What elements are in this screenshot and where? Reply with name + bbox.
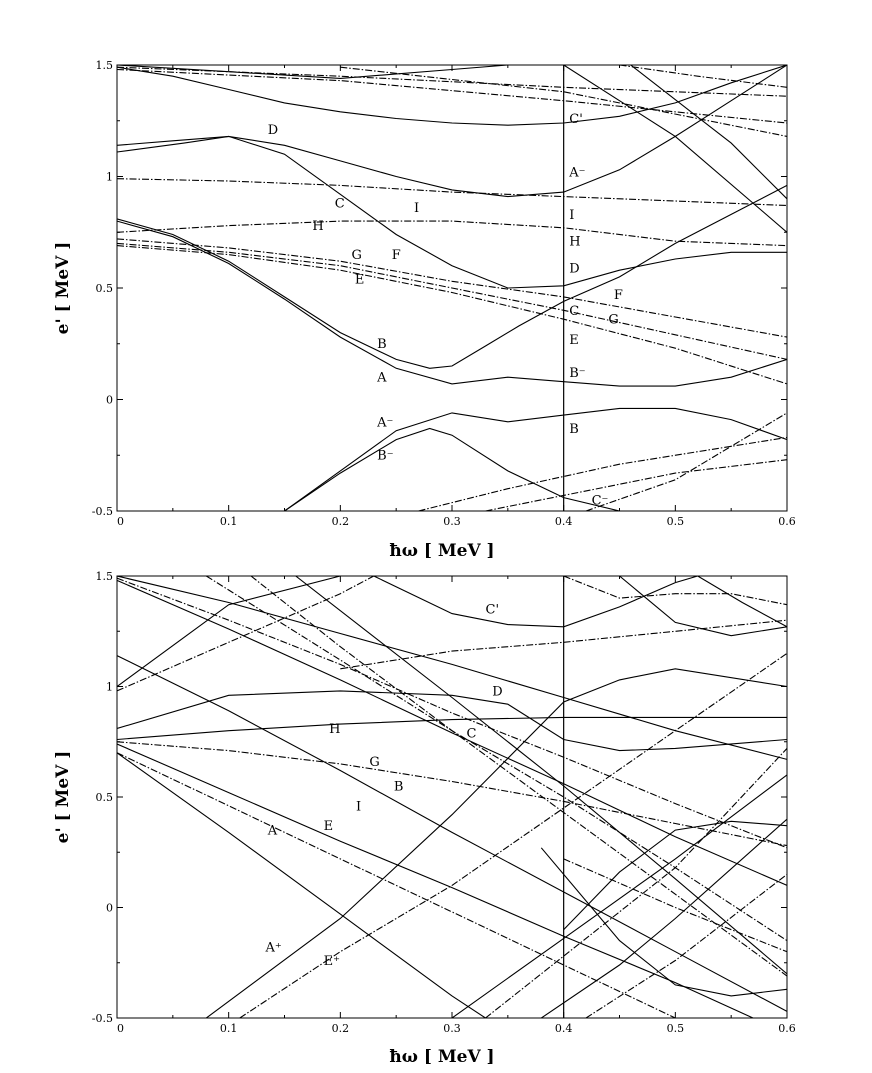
top-curve-label: C⁻ xyxy=(591,493,609,509)
top-curve-label: C xyxy=(569,303,580,319)
bottom-curve-label: E xyxy=(323,819,334,835)
top-curve-label: C' xyxy=(569,111,583,127)
bottom-panel xyxy=(53,570,796,1067)
bottom-xtick-label: 0 xyxy=(117,1022,124,1035)
top-curve-label: A⁻ xyxy=(569,165,586,181)
top-ytick-label: 1 xyxy=(106,170,113,184)
top-series-steep-1-16 xyxy=(564,65,787,232)
bottom-curve-label: I xyxy=(355,799,362,815)
bottom-curve-label: E⁺ xyxy=(323,953,340,969)
bottom-curve-label: C' xyxy=(485,602,500,618)
bottom-curve-label: B xyxy=(393,779,404,795)
top-curve-label: I xyxy=(569,207,575,223)
top-panel xyxy=(53,59,796,561)
bottom-series-Cprime-2-1 xyxy=(620,576,788,636)
top-curve-label: B⁻ xyxy=(377,448,394,464)
top-series-top-dd-1-18 xyxy=(117,67,787,96)
bottom-xtick-label: 0.4 xyxy=(554,1022,573,1035)
bottom-series-A-8 xyxy=(117,753,486,1018)
bottom-curve-label: C xyxy=(466,726,477,742)
bottom-series-H-3 xyxy=(117,717,787,742)
bottom-ytick-label: 1.5 xyxy=(95,570,113,583)
top-series-A-10 xyxy=(117,221,787,386)
top-ytick-label: -0.5 xyxy=(91,505,113,518)
bottom-curve-label: D xyxy=(492,684,503,700)
top-curve-label: G xyxy=(608,312,619,328)
bottom-series-rise-4-23 xyxy=(586,874,787,1018)
bottom-y-axis-label: e' [ MeV ] xyxy=(53,750,73,844)
top-series-E-8 xyxy=(117,246,787,384)
bottom-series-group xyxy=(117,576,787,1034)
top-curve-label: F xyxy=(613,288,623,304)
top-curve-label: A xyxy=(377,370,387,386)
top-series-A--11 xyxy=(285,408,788,511)
bottom-curve-label: A xyxy=(267,823,278,839)
top-xtick-label: 0.3 xyxy=(443,515,461,528)
top-curve-label: A⁻ xyxy=(377,415,394,431)
top-xtick-label: 0.4 xyxy=(554,515,573,528)
top-xtick-label: 0.5 xyxy=(666,515,685,528)
top-curve-label: I xyxy=(414,201,420,217)
top-curve-label: C xyxy=(334,196,345,212)
top-y-axis-label: e' [ MeV ] xyxy=(53,241,73,335)
bottom-xtick-label: 0.3 xyxy=(443,1022,461,1035)
top-series-B-9 xyxy=(117,185,787,368)
bottom-ytick-label: 0 xyxy=(106,901,113,915)
top-xtick-label: 0 xyxy=(117,515,124,528)
bottom-series-up-1-12 xyxy=(117,576,340,687)
top-series-I-3 xyxy=(117,179,787,206)
top-curve-label: D xyxy=(267,123,279,139)
bottom-series-Cprime-0 xyxy=(374,576,698,627)
top-curve-label: G xyxy=(351,248,362,264)
top-curve-label: E xyxy=(569,332,579,348)
bottom-series-C-6 xyxy=(117,580,787,885)
top-curve-label: E xyxy=(354,272,365,288)
top-xtick-label: 0.1 xyxy=(219,515,238,528)
top-curve-label: B xyxy=(377,337,387,353)
bottom-series-D-2 xyxy=(117,691,787,751)
bottom-series-top-right-2-28 xyxy=(698,576,787,627)
bottom-series-fall-1-26 xyxy=(564,859,787,952)
top-xtick-label: 0.2 xyxy=(331,515,350,528)
bottom-series-down-5-19 xyxy=(296,576,787,974)
top-ytick-label: 0 xyxy=(106,393,113,407)
bottom-series-B-5 xyxy=(117,656,787,1012)
top-curve-label: H xyxy=(312,219,324,235)
bottom-series-rise-1-20 xyxy=(452,775,787,1018)
bottom-xtick-label: 0.6 xyxy=(778,1022,796,1035)
bottom-curve-label: G xyxy=(369,755,380,771)
top-curve-label: H xyxy=(569,234,581,250)
bottom-series-down-1-15 xyxy=(117,578,787,848)
top-series-D-2 xyxy=(117,65,787,197)
top-series-C-4 xyxy=(117,136,787,288)
bottom-ytick-label: 0.5 xyxy=(95,791,113,804)
top-curve-label: D xyxy=(569,261,580,277)
top-series-low-dd-2-14 xyxy=(486,460,788,511)
top-series-G-7 xyxy=(117,243,787,359)
top-series-H-5 xyxy=(117,221,787,246)
top-series-low-dd-3-15 xyxy=(586,413,787,511)
top-ytick-label: 0.5 xyxy=(95,282,113,295)
top-x-axis-label: ħω [ MeV ] xyxy=(389,541,495,561)
top-series-B--12 xyxy=(285,429,620,512)
bottom-series-down-4-18 xyxy=(251,576,787,976)
bottom-ytick-label: -0.5 xyxy=(91,1012,113,1025)
bottom-ytick-label: 1 xyxy=(106,680,113,694)
bottom-xtick-label: 0.1 xyxy=(219,1022,238,1035)
bottom-plot-frame xyxy=(117,576,787,1018)
bottom-series-rise-3-22 xyxy=(541,819,787,1018)
top-series-top-dd-2-19 xyxy=(117,70,787,124)
bottom-series-G-4 xyxy=(117,742,787,846)
top-curve-label: B xyxy=(569,421,579,437)
top-series-group xyxy=(117,65,787,511)
top-ytick-label: 1.5 xyxy=(95,59,113,72)
bottom-x-axis-label: ħω [ MeV ] xyxy=(389,1047,495,1067)
bottom-xtick-label: 0.2 xyxy=(331,1022,350,1035)
bottom-series-A+-10 xyxy=(206,669,787,1018)
bottom-xtick-label: 0.5 xyxy=(666,1022,685,1035)
bottom-curve-label: H xyxy=(329,721,341,737)
bottom-curve-label: A⁺ xyxy=(265,940,282,956)
top-xtick-label: 0.6 xyxy=(778,515,796,528)
top-curve-label: B⁻ xyxy=(569,366,586,382)
top-curve-label: F xyxy=(391,248,401,264)
